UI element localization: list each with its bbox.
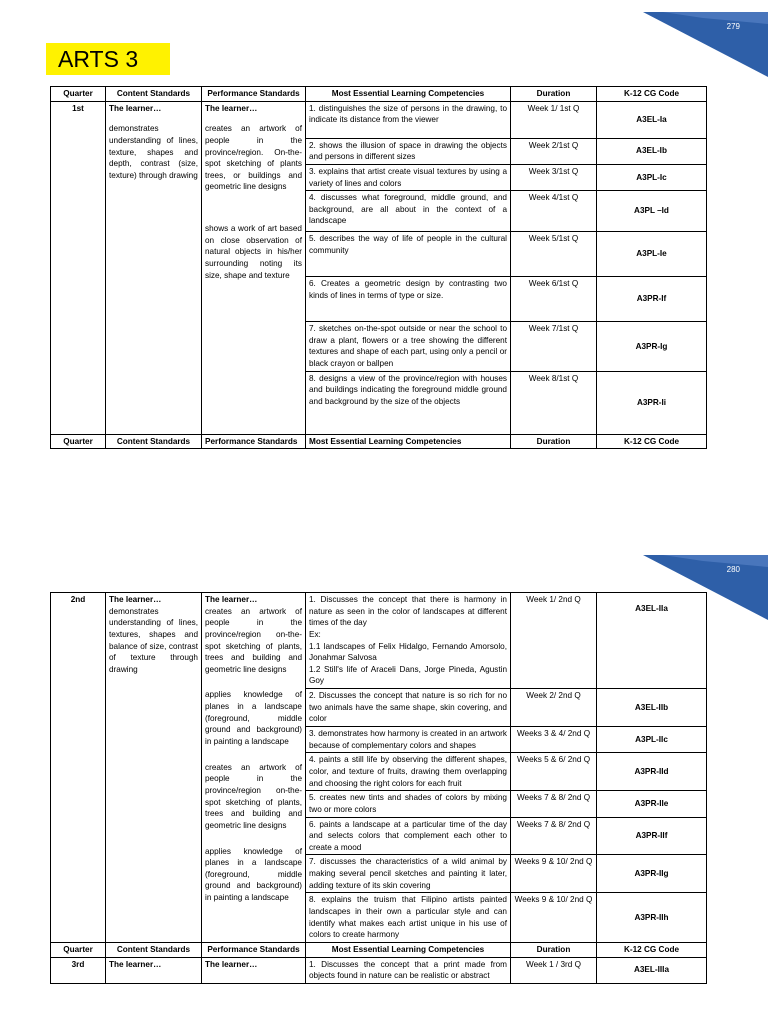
code-cell: A3PR-Ii [597, 371, 707, 434]
performance-standard-text-2: shows a work of art based on close observation of natural objects in his/her surrounding noting its size, shape and texture [205, 224, 302, 280]
table-row [51, 101, 707, 138]
competency-cell: 6. paints a landscape at a particular time of the day and selects colors that complement each other to create a mood [306, 817, 511, 855]
duration-cell: Week 1/ 2nd Q [511, 593, 597, 689]
header-competencies: Most Essential Learning Competencies [306, 87, 511, 102]
duration-cell: Weeks 5 & 6/ 2nd Q [511, 753, 597, 791]
competency-cell: 3. demonstrates how harmony is created in an artwork because of complementary colors and shapes [306, 727, 511, 753]
duration-cell: Week 3/1st Q [511, 164, 597, 190]
content-standard-text: demonstrates understanding of lines, texture, shapes and depth, contrast (size, texture) through drawing [109, 124, 198, 180]
table-row [51, 593, 707, 689]
document-page-280 [0, 545, 768, 1024]
header-code: K-12 CG Code [597, 434, 707, 449]
duration-cell: Week 7/1st Q [511, 322, 597, 372]
header-code: K-12 CG Code [597, 87, 707, 102]
duration-cell: Weeks 7 & 8/ 2nd Q [511, 817, 597, 855]
page-number: 279 [726, 22, 740, 31]
duration-cell: Weeks 9 & 10/ 2nd Q [511, 893, 597, 943]
duration-cell: Weeks 7 & 8/ 2nd Q [511, 791, 597, 817]
header-content-standards: Content Standards [106, 942, 202, 957]
code-cell: A3PR-If [597, 277, 707, 322]
page-number: 280 [726, 565, 740, 574]
code-cell: A3EL-IIIa [597, 957, 707, 983]
code-cell: A3EL-Ib [597, 138, 707, 164]
competency-cell: 1. Discusses the concept that a print made from objects found in nature can be realistic or abstract [306, 957, 511, 983]
page-separator [0, 510, 768, 545]
code-cell: A3EL-Ia [597, 101, 707, 138]
duration-cell: Week 1 / 3rd Q [511, 957, 597, 983]
quarter-cell: 3rd [51, 957, 106, 983]
code-cell: A3PL-Ic [597, 164, 707, 190]
duration-cell: Week 1/ 1st Q [511, 101, 597, 138]
duration-cell: Weeks 9 & 10/ 2nd Q [511, 855, 597, 893]
performance-standard-text-2: applies knowledge of planes in a landscape (foreground, middle ground and background) in painting a landscape [205, 690, 302, 747]
code-cell: A3PL-IIc [597, 727, 707, 753]
performance-standard-label: The learner… [202, 957, 306, 983]
header-duration: Duration [511, 87, 597, 102]
competency-cell: 4. discusses what foreground, middle ground, and background, are all about in the context of a landscape [306, 191, 511, 232]
quarter-cell: 1st [51, 101, 106, 434]
table-header-row [51, 942, 707, 957]
quarter-cell: 2nd [51, 593, 106, 943]
code-cell: A3PR-Ig [597, 322, 707, 372]
content-standard-label: The learner… [109, 595, 162, 604]
competency-cell: 6. Creates a geometric design by contrasting two kinds of lines in terms of type or size. [306, 277, 511, 322]
content-standard-label: The learner… [109, 103, 162, 113]
header-duration: Duration [511, 434, 597, 449]
document-page-279 [0, 0, 768, 510]
header-content-standards: Content Standards [106, 434, 202, 449]
competency-cell: 2. Discusses the concept that nature is so rich for no two animals have the same shape, skin covering, and color [306, 689, 511, 727]
performance-standard-text-4: applies knowledge of planes in a landscape (foreground, middle ground and background) in painting a landscape [205, 846, 302, 903]
competency-cell: 5. creates new tints and shades of colors by mixing two or more colors [306, 791, 511, 817]
duration-cell: Week 8/1st Q [511, 371, 597, 434]
header-performance-standards: Performance Standards [202, 942, 306, 957]
code-cell: A3PL-Ie [597, 232, 707, 277]
performance-standard-text-1: creates an artwork of people in the province/region on-the-spot sketching of plants, trees and building and geometric line designs [205, 606, 302, 674]
code-cell: A3EL-IIb [597, 689, 707, 727]
header-performance-standards: Performance Standards [202, 87, 306, 102]
competency-cell: 8. designs a view of the province/region with houses and buildings indicating the foreground middle ground and background by the size of the objects [306, 371, 511, 434]
header-performance-standards: Performance Standards [202, 434, 306, 449]
duration-cell: Weeks 3 & 4/ 2nd Q [511, 727, 597, 753]
code-cell: A3PR-IIh [597, 893, 707, 943]
competency-cell [306, 593, 511, 689]
content-standard-cell [106, 101, 202, 434]
table-row [51, 957, 707, 983]
performance-standard-cell [202, 593, 306, 943]
code-cell: A3PR-IId [597, 753, 707, 791]
competency-cell: 5. describes the way of life of people in the cultural community [306, 232, 511, 277]
header-code: K-12 CG Code [597, 942, 707, 957]
competency-text: 1. Discusses the concept that there is harmony in nature as seen in the color of landscapes at different times of the day [309, 595, 507, 628]
header-quarter: Quarter [51, 434, 106, 449]
competency-table [50, 592, 707, 984]
competency-cell: 1. distinguishes the size of persons in the drawing, to indicate its distance from the viewer [306, 101, 511, 138]
code-cell: A3PL –Id [597, 191, 707, 232]
duration-cell: Week 5/1st Q [511, 232, 597, 277]
duration-cell: Week 2/1st Q [511, 138, 597, 164]
duration-cell: Week 6/1st Q [511, 277, 597, 322]
header-quarter: Quarter [51, 942, 106, 957]
subject-title: ARTS 3 [46, 43, 170, 75]
table-header-row [51, 87, 707, 102]
content-standard-label: The learner… [106, 957, 202, 983]
competency-cell: 7. discusses the characteristics of a wild animal by making several pencil sketches and painting it later, adding texture of its skin covering [306, 855, 511, 893]
competency-cell: 7. sketches on-the-spot outside or near the school to draw a plant, flowers or a tree showing the different textures and shape of each part, using only a pencil or black crayon or ballpen [306, 322, 511, 372]
table-footer-header-row [51, 434, 707, 449]
header-quarter: Quarter [51, 87, 106, 102]
duration-cell: Week 4/1st Q [511, 191, 597, 232]
competency-cell: 8. explains the truism that Filipino artists painted landscapes in their own a particular style and can identify what makes each artist unique in his use of colors to create harmony [306, 893, 511, 943]
competency-example-label: Ex: [309, 629, 321, 639]
header-content-standards: Content Standards [106, 87, 202, 102]
code-cell: A3PR-IIf [597, 817, 707, 855]
content-standard-text: demonstrates understanding of lines, textures, shapes and balance of size, contrast of texture through drawing [109, 606, 198, 674]
code-cell: A3EL-IIa [597, 593, 707, 689]
performance-standard-label: The learner… [205, 595, 258, 604]
header-duration: Duration [511, 942, 597, 957]
code-cell: A3PR-IIg [597, 855, 707, 893]
competency-cell: 3. explains that artist create visual textures by using a variety of lines and colors [306, 164, 511, 190]
duration-cell: Week 2/ 2nd Q [511, 689, 597, 727]
code-cell: A3PR-IIe [597, 791, 707, 817]
competency-example-1: 1.1 landscapes of Felix Hidalgo, Fernando Amorsolo, Jonahmar Salvosa [309, 641, 507, 663]
content-standard-cell [106, 593, 202, 943]
competency-cell: 4. paints a still life by observing the different shapes, color, and texture of fruits, drawing them overlapping and choosing the right colors for each fruit [306, 753, 511, 791]
performance-standard-label: The learner… [205, 103, 258, 113]
page-corner-graphic [643, 12, 768, 77]
performance-standard-text-1: creates an artwork of people in the province/region. On-the-spot sketching of plants trees, or buildings and geometric line designs [205, 124, 302, 192]
competency-table [50, 86, 707, 449]
header-competencies: Most Essential Learning Competencies [306, 942, 511, 957]
performance-standard-text-3: creates an artwork of people in the province/region on-the-spot sketching of plants, trees and building and geometric line designs [205, 762, 302, 830]
competency-example-2: 1.2 Still's life of Araceli Dans, Jorge Pineda, Agustin Goy [309, 664, 507, 686]
performance-standard-cell [202, 101, 306, 434]
header-competencies: Most Essential Learning Competencies [306, 434, 511, 449]
competency-cell: 2. shows the illusion of space in drawing the objects and persons in different sizes [306, 138, 511, 164]
